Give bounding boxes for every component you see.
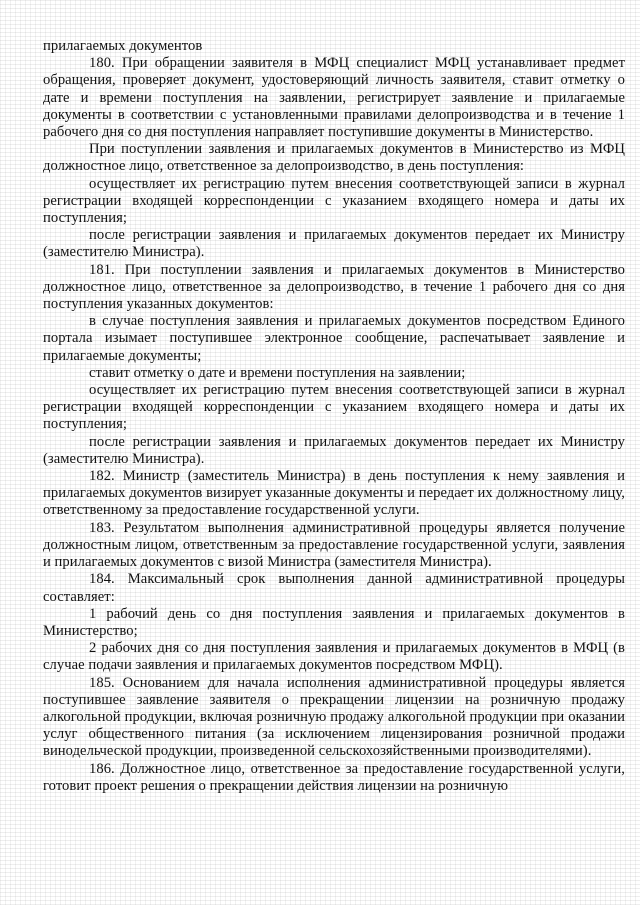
paragraph: 183. Результатом выполнения административной процедуры является получение должностным лицом, ответственным за предоставление государственной услуги, заявления и прилагаемых документов с визой Министра (заместителя Министра). (43, 519, 625, 571)
paragraph: 180. При обращении заявителя в МФЦ специалист МФЦ устанавливает предмет обращения, проверяет документ, удостоверяющий личность заявителя, ставит отметку о дате и времени поступления на заявлении, регистрирует заявление и прилагаемые документы в соответствии с установленными правилами делопроизводства и в течение 1 рабочего дня со дня поступления направляет поступившие документы в Министерство. (43, 55, 625, 141)
paragraph: 186. Должностное лицо, ответственное за предоставление государственной услуги, готовит проект решения о прекращении действия лицензии на розничную (43, 760, 625, 794)
document-body (43, 38, 625, 795)
paragraph: прилагаемых документов (43, 38, 203, 54)
paragraph: 1 рабочий день со дня поступления заявления и прилагаемых документов в Министерство; (43, 605, 625, 639)
paragraph: 2 рабочих дня со дня поступления заявления и прилагаемых документов в МФЦ (в случае подачи заявления и прилагаемых документов посредством МФЦ). (43, 640, 625, 674)
paragraph: ставит отметку о дате и времени поступления на заявлении; (89, 364, 466, 381)
paragraph: в случае поступления заявления и прилагаемых документов посредством Единого портала изымает поступившее электронное сообщение, распечатывает заявление и прилагаемые документы; (43, 313, 625, 364)
paragraph: При поступлении заявления и прилагаемых документов в Министерство из МФЦ должностное лицо, ответственное за делопроизводство, в день поступления: (43, 141, 625, 175)
paragraph: 185. Основанием для начала исполнения административной процедуры является поступившее заявление заявителя о прекращении лицензии на розничную продажу алкогольной продукции, включая розничную продажу алкогольной продукции при оказании услуг общественного питания (за исключением лицензирования розничной продажи винодельческой продукции, произведенной сельскохозяйственными производителями). (43, 674, 625, 760)
paragraph: осуществляет их регистрацию путем внесения соответствующей записи в журнал регистрации входящей корреспонденции с указанием входящего номера и даты их поступления; (43, 382, 625, 433)
paragraph: после регистрации заявления и прилагаемых документов передает их Министру (заместителю Министра). (43, 433, 625, 467)
paragraph: после регистрации заявления и прилагаемых документов передает их Министру (заместителю Министра). (43, 227, 625, 261)
paragraph: осуществляет их регистрацию путем внесения соответствующей записи в журнал регистрации входящей корреспонденции с указанием входящего номера и даты их поступления; (43, 175, 625, 227)
paragraph: 182. Министр (заместитель Министра) в день поступления к нему заявления и прилагаемых документов визирует указанные документы и передает их должностному лицу, ответственному за предоставление государственной услуги. (43, 468, 625, 519)
paragraph: 181. При поступлении заявления и прилагаемых документов в Министерство должностное лицо, ответственное за делопроизводство, в течение 1 рабочего дня со дня поступления указанных документов: (43, 261, 625, 313)
paragraph: 184. Максимальный срок выполнения данной административной процедуры составляет: (43, 571, 625, 605)
